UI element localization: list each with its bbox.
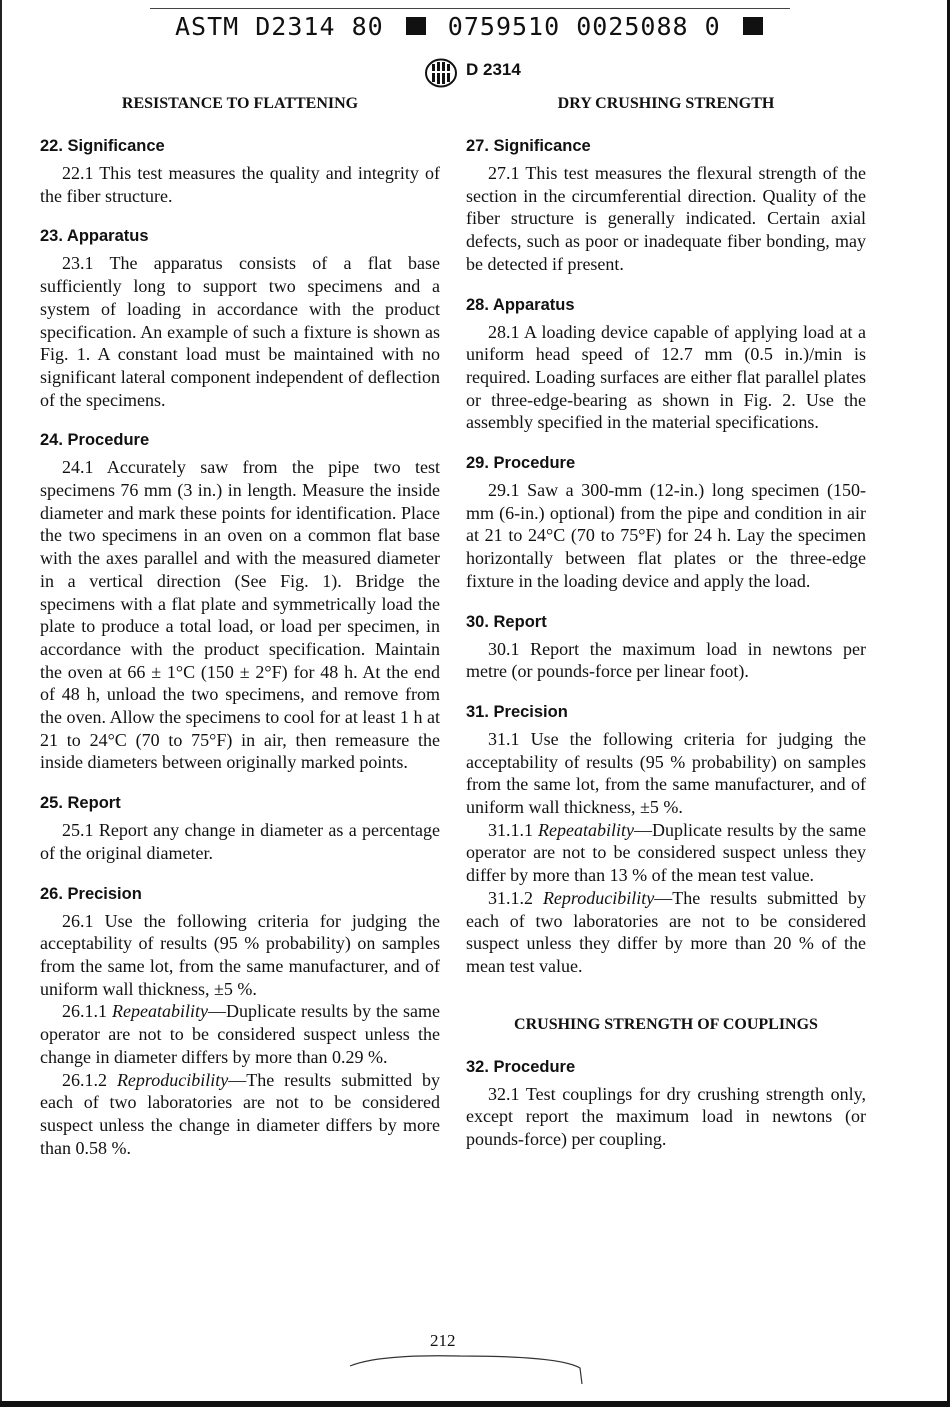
section-heading: 25. Report xyxy=(40,794,121,813)
footer-scan-mark xyxy=(340,1348,590,1388)
part-title: RESISTANCE TO FLATTENING xyxy=(121,95,359,112)
part-title: CRUSHING STRENGTH OF COUPLINGS xyxy=(514,1015,818,1033)
page-number: 212 xyxy=(430,1331,456,1350)
paragraph: 29.1 Saw a 300-mm (12-in.) long specimen (150-mm (6-in.) optional) from the pipe and condition in air at 21 to 24°C (70 to 75°F) for 24 h. Lay the specimen horizontally between flat plates or the three-edge fixture in the loading device and apply the load. xyxy=(466,480,866,591)
paragraph: 26.1 Use the following criteria for judging the acceptability of results (95 % probability) on samples from the same lot, from the same manufacturer, and of uniform wall thickness, ±5 %. xyxy=(40,910,440,999)
part-title: DRY CRUSHING STRENGTH xyxy=(557,95,775,112)
subparagraph-text: —Duplicate results by the same operator are not to be considered suspect unless the change in diameter differs by more than 0.29 %. xyxy=(40,1001,440,1067)
left-column xyxy=(40,95,440,1159)
section-heading: 26. Precision xyxy=(40,884,142,903)
subparagraph-label: Reproducibility xyxy=(542,887,655,908)
subparagraph-text: —The results submitted by each of two laboratories are not to be considered suspect unless the change in diameter differs by more than 0.58 %. xyxy=(40,1069,441,1158)
paragraph: 31.1 Use the following criteria for judging the acceptability of results (95 % probability) on samples from the same lot, from the same manufacturer, and of uniform wall thickness, ±5 %. xyxy=(466,728,866,818)
subparagraph-text: —The results submitted by each of two laboratories are not to be considered suspect unless they differ by more than 20 % of the mean test value. xyxy=(466,887,867,976)
spacer xyxy=(466,998,866,1016)
header-code-part2: 0759510 0025088 0 xyxy=(447,12,721,41)
subparagraph-text: —Duplicate results by the same operator are not to be considered suspect unless they differ by more than 13 % of the mean test value. xyxy=(466,819,866,886)
subparagraph-number: 31.1.1 xyxy=(488,819,533,840)
paragraph: 25.1 Report any change in diameter as a percentage of the original diameter. xyxy=(40,820,440,863)
paragraph: 28.1 A loading device capable of applying load at a uniform head speed of 12.7 mm (0.5 in.)/min is required. Loading surfaces are either flat parallel plates or three-edge-bearing as shown in Fig. 2. Use the assembly specified in the material specifications. xyxy=(466,321,866,433)
subparagraph-label: Repeatability xyxy=(538,819,634,840)
document-designation: D 2314 xyxy=(466,60,521,79)
section-heading: 32. Procedure xyxy=(466,1057,576,1076)
section-heading: 22. Significance xyxy=(40,137,165,155)
subparagraph xyxy=(466,887,866,978)
black-block-mark xyxy=(406,17,426,35)
astm-logo-icon xyxy=(424,58,458,88)
paragraph: 24.1 Accurately saw from the pipe two test specimens 76 mm (3 in.) in length. Measure the inside diameter and mark these points for identification. Place the two specimens in an oven on a common flat base with the axes parallel and with the measured diameter in a vertical direction (See Fig. 1). Bridge the specimens with a flat plate and symmetrically load the plate to produce a total load, or load per specimen, in accordance with the product specification. Maintain the oven at 66 ± 1°C (150 ± 2°F) for 48 h. At the end of 48 h, unload the two specimens, and remove from the oven. Allow the specimens to cool for at least 1 h at 21 to 24°C (70 to 75°F) in air, then remeasure the inside diameters between originally marked points. xyxy=(40,457,440,773)
section-heading: 24. Procedure xyxy=(40,431,150,450)
section-heading: 28. Apparatus xyxy=(466,295,575,314)
header-code xyxy=(175,12,769,41)
subparagraph-number: 26.1.1 xyxy=(62,1001,107,1022)
header-code-part1: ASTM D2314 80 xyxy=(175,12,384,41)
scan-edge-bottom xyxy=(0,1401,950,1407)
section-heading: 31. Precision xyxy=(466,702,568,721)
section-heading: 27. Significance xyxy=(466,137,591,155)
section-heading: 29. Procedure xyxy=(466,454,576,473)
paragraph: 23.1 The apparatus consists of a flat base sufficiently long to support two specimens and a system of loading in accordance with the product specification. An example of such a fixture is shown as Fig. 1. A constant load must be maintained with no significant lateral component independent of deflection of the specimens. xyxy=(40,253,440,410)
paragraph: 32.1 Test couplings for dry crushing strength only, except report the maximum load in newtons (or pounds-force) per coupling. xyxy=(466,1083,866,1150)
subparagraph-number: 31.1.2 xyxy=(488,887,533,908)
subparagraph-label: Repeatability xyxy=(112,1001,208,1022)
subparagraph-label: Reproducibility xyxy=(116,1069,229,1090)
right-column xyxy=(466,95,866,1151)
black-block-mark xyxy=(743,17,763,35)
subparagraph-number: 26.1.2 xyxy=(62,1069,107,1090)
section-heading: 30. Report xyxy=(466,612,547,631)
subparagraph xyxy=(466,819,866,887)
subparagraph xyxy=(40,1069,440,1160)
paragraph: 22.1 This test measures the quality and integrity of the fiber structure. xyxy=(40,163,440,206)
paragraph: 27.1 This test measures the flexural strength of the section in the circumferential direction. Quality of the fiber structure is generally indicated. Certain axial defects, such as poor or inadequate fiber bonding, may be detected if present. xyxy=(466,163,866,274)
subparagraph xyxy=(40,1000,440,1068)
paragraph: 30.1 Report the maximum load in newtons per metre (or pounds-force per linear foot). xyxy=(466,638,866,682)
section-heading: 23. Apparatus xyxy=(40,227,149,246)
top-rule xyxy=(150,8,790,9)
scan-edge-left xyxy=(0,0,2,1407)
